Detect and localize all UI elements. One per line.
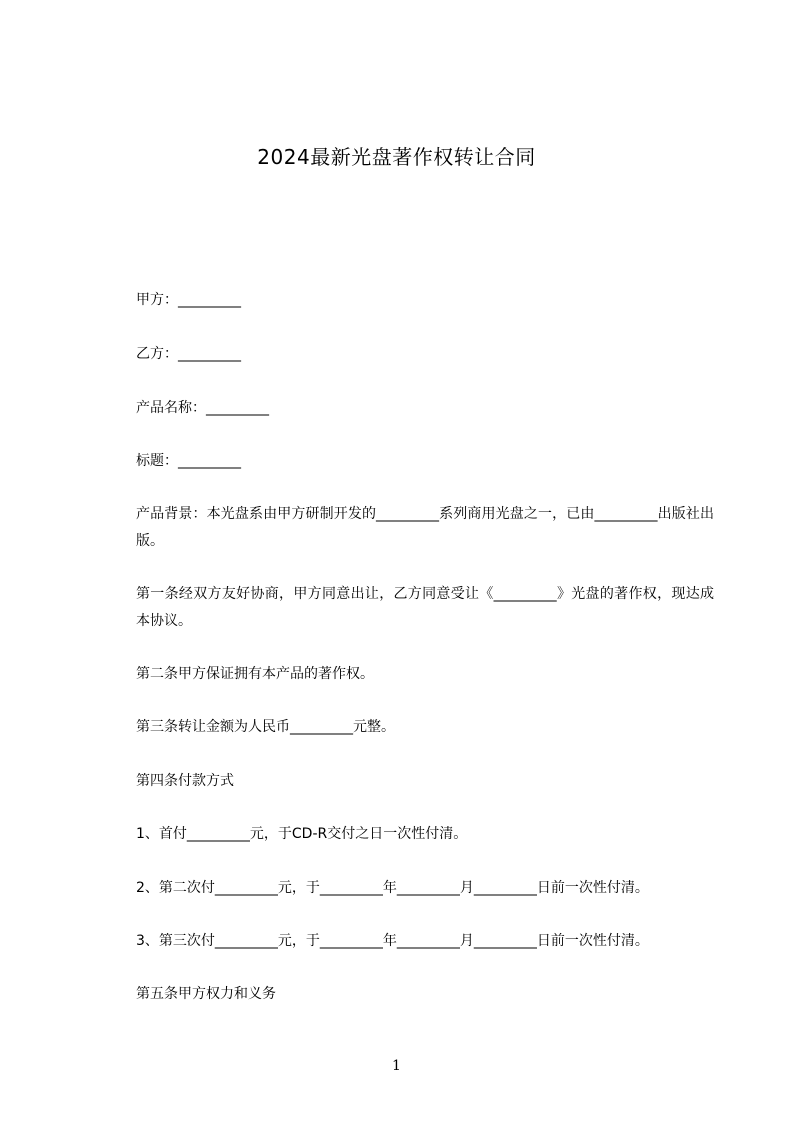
article-three-line: 第三条转让金额为人民币_________元整。 — [136, 719, 395, 735]
party-a-line: 甲方：_________ — [136, 292, 241, 308]
payment-item-2: 2、第二次付_________元，于_________年_________月_________日前一次性付清。 — [136, 880, 649, 896]
document-title: 2024最新光盘著作权转让合同 — [257, 145, 536, 169]
product-background-paragraph: 产品背景：本光盘系由甲方研制开发的_________系列商用光盘之一，已由_________出版社出版。 — [136, 506, 714, 549]
page-number: 1 — [392, 1058, 401, 1074]
article-two-line: 第二条甲方保证拥有本产品的著作权。 — [136, 666, 374, 682]
subject-line: 标题：_________ — [136, 453, 241, 469]
article-five-heading: 第五条甲方权力和义务 — [136, 986, 276, 1002]
payment-item-3: 3、第三次付_________元，于_________年_________月_________日前一次性付清。 — [136, 933, 649, 949]
payment-item-1: 1、首付_________元，于CD-R交付之日一次性付清。 — [136, 826, 468, 842]
article-four-heading: 第四条付款方式 — [136, 773, 234, 789]
article-one-paragraph: 第一条经双方友好协商，甲方同意出让，乙方同意受让《_________》光盘的著作权，现达成本协议。 — [136, 586, 714, 629]
product-name-line: 产品名称：_________ — [136, 400, 269, 416]
party-b-line: 乙方：_________ — [136, 346, 241, 362]
